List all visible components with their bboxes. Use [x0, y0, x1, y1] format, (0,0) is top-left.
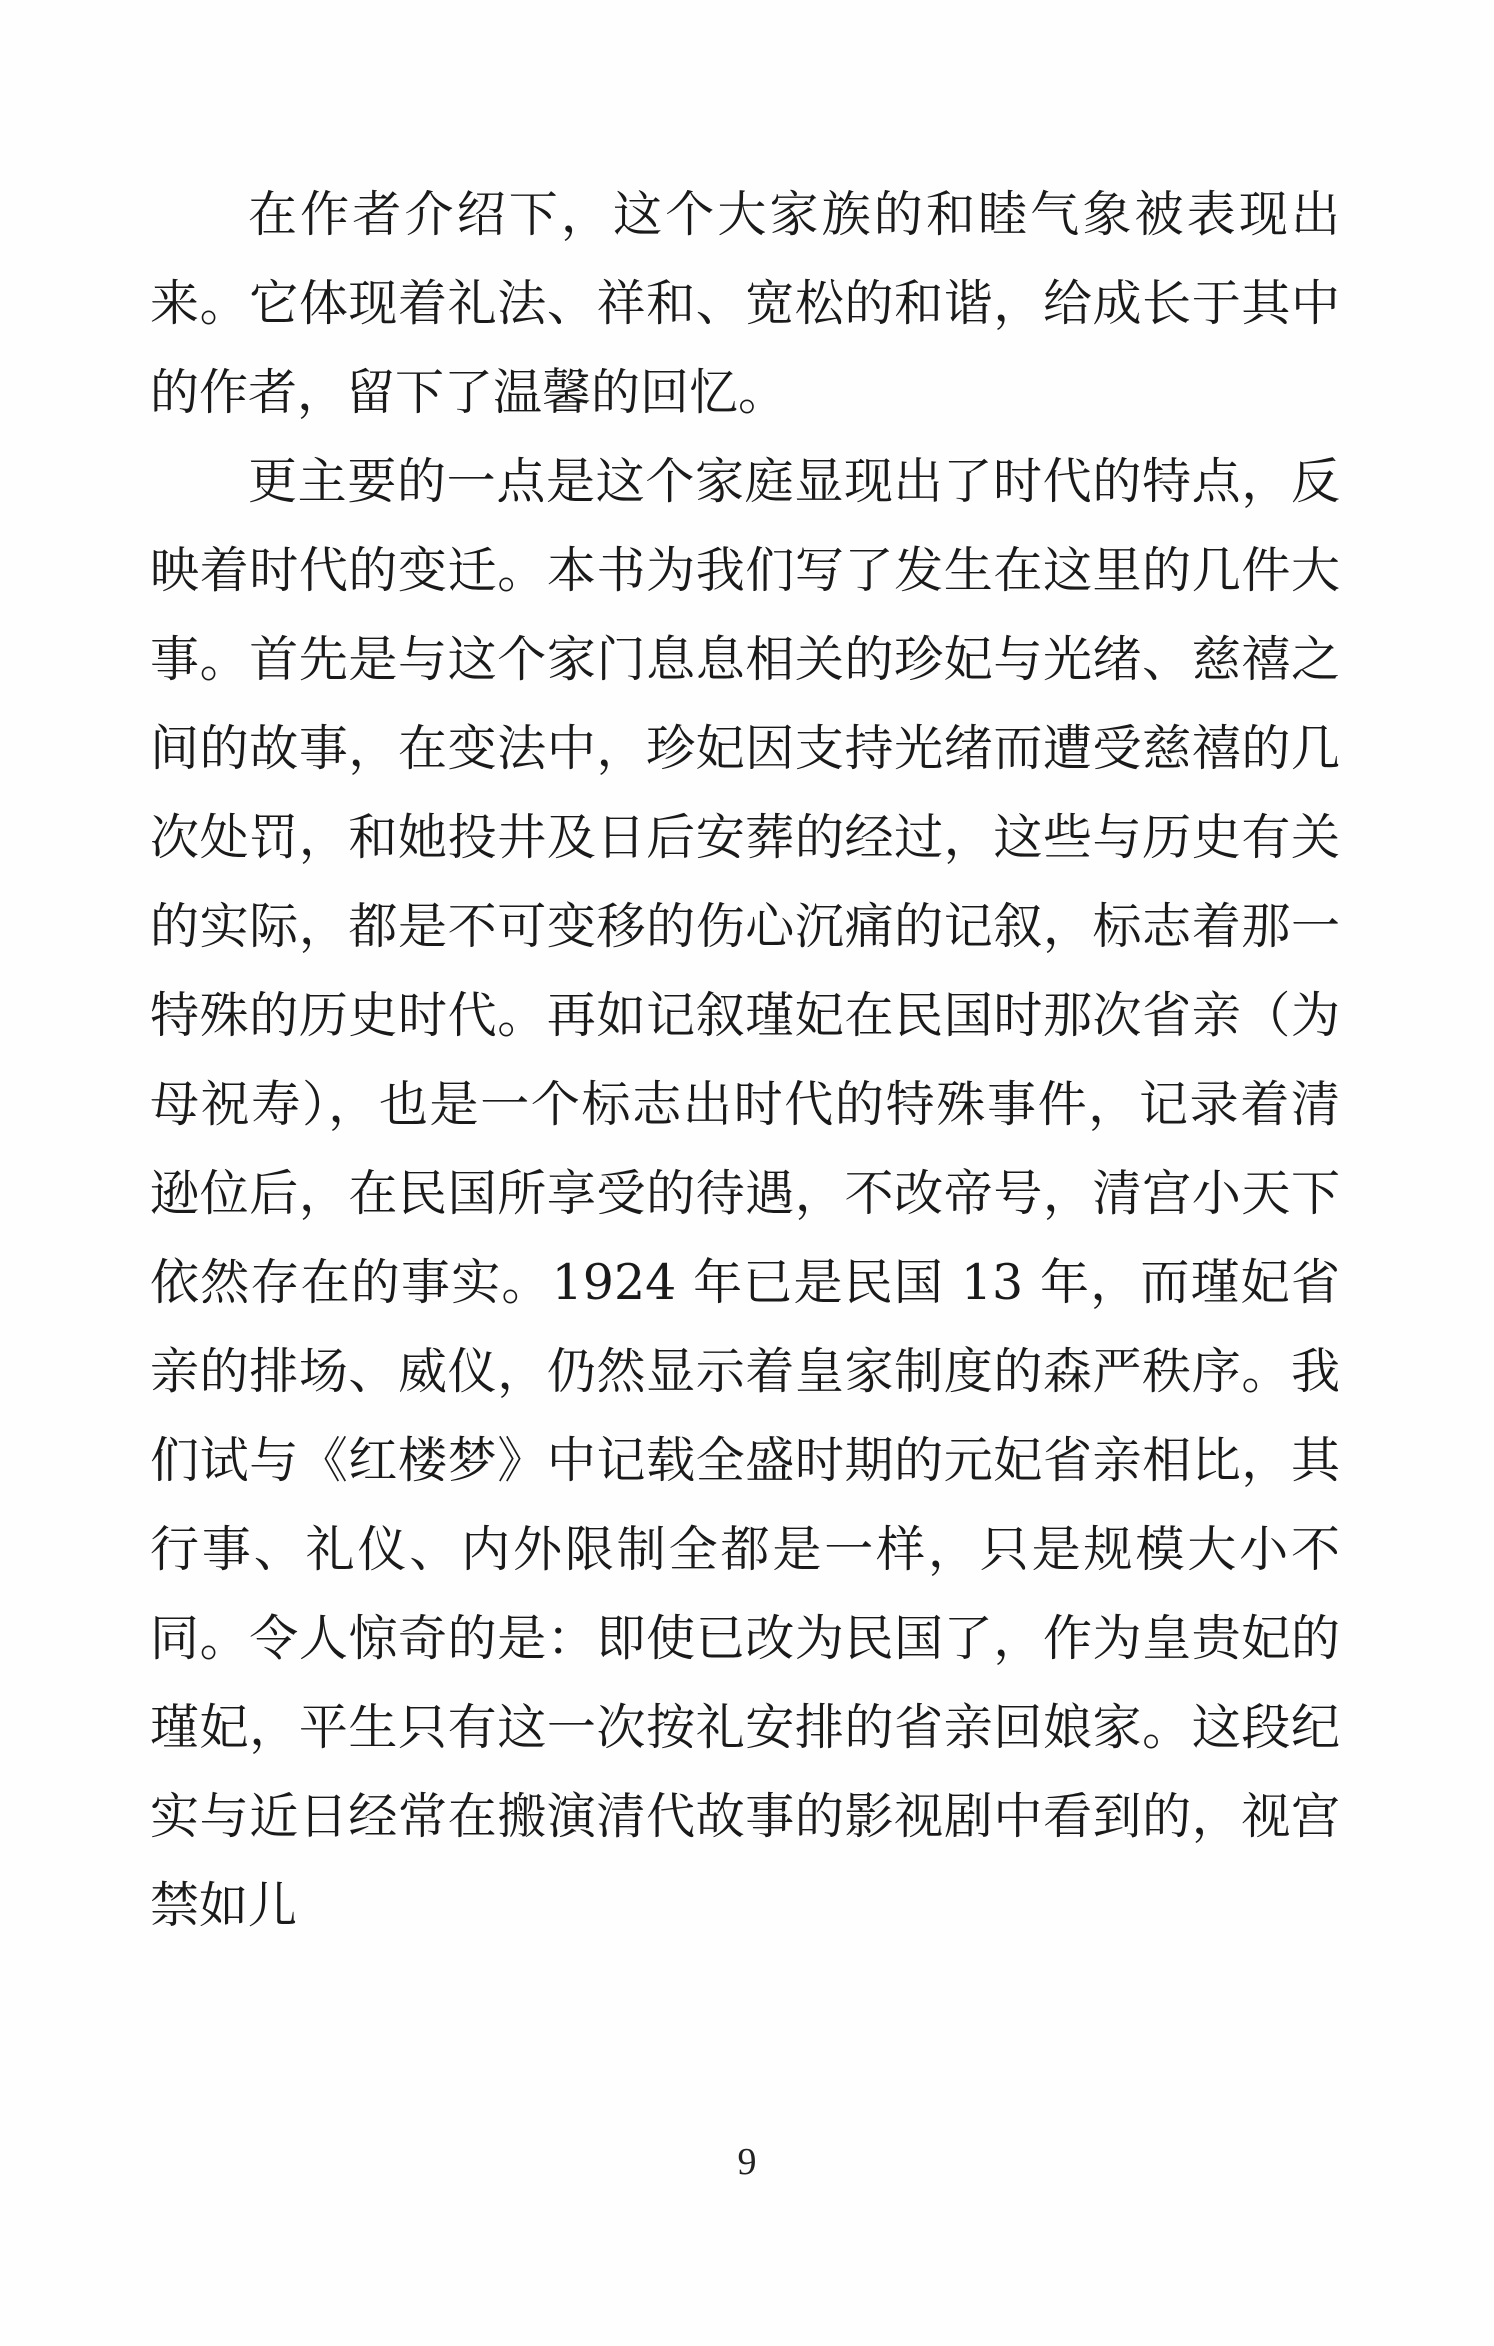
- paragraph-1: 在作者介绍下，这个大家族的和睦气象被表现出来。它体现着礼法、祥和、宽松的和谐，给成长于其中的作者，留下了温馨的回忆。: [150, 186, 1340, 421]
- paragraph-2: 更主要的一点是这个家庭显现出了时代的特点，反映着时代的变迁。本书为我们写了发生在这里的几件大事。首先是与这个家门息息相关的珍妃与光绪、慈禧之间的故事，在变法中，珍妃因支持光绪而遭受慈禧的几次处罚，和她投井及日后安葬的经过，这些与历史有关的实际，都是不可变移的伤心沉痛的记叙，标志着那一特殊的历史时代。再如记叙瑾妃在民国时那次省亲（为母祝寿），也是一个标志出时代的特殊事件，记录着清逊位后，在民国所享受的待遇，不改帝号，清宫小天下依然存在的事实。1924 年已是民国 13 年，而瑾妃省亲的排场、威仪，仍然显示着皇家制度的森严秩序。我们试与《红楼梦》中记载全盛时期的元妃省亲相比，其行事、礼仪、内外限制全都是一样，只是规模大小不同。令人惊奇的是：即使已改为民国了，作为皇贵妃的瑾妃，平生只有这一次按礼安排的省亲回娘家。这段纪实与近日经常在搬演清代故事的影视剧中看到的，视宫禁如儿: [150, 453, 1340, 1934]
- page-number: 9: [737, 2141, 757, 2183]
- body-text: [150, 170, 1340, 1950]
